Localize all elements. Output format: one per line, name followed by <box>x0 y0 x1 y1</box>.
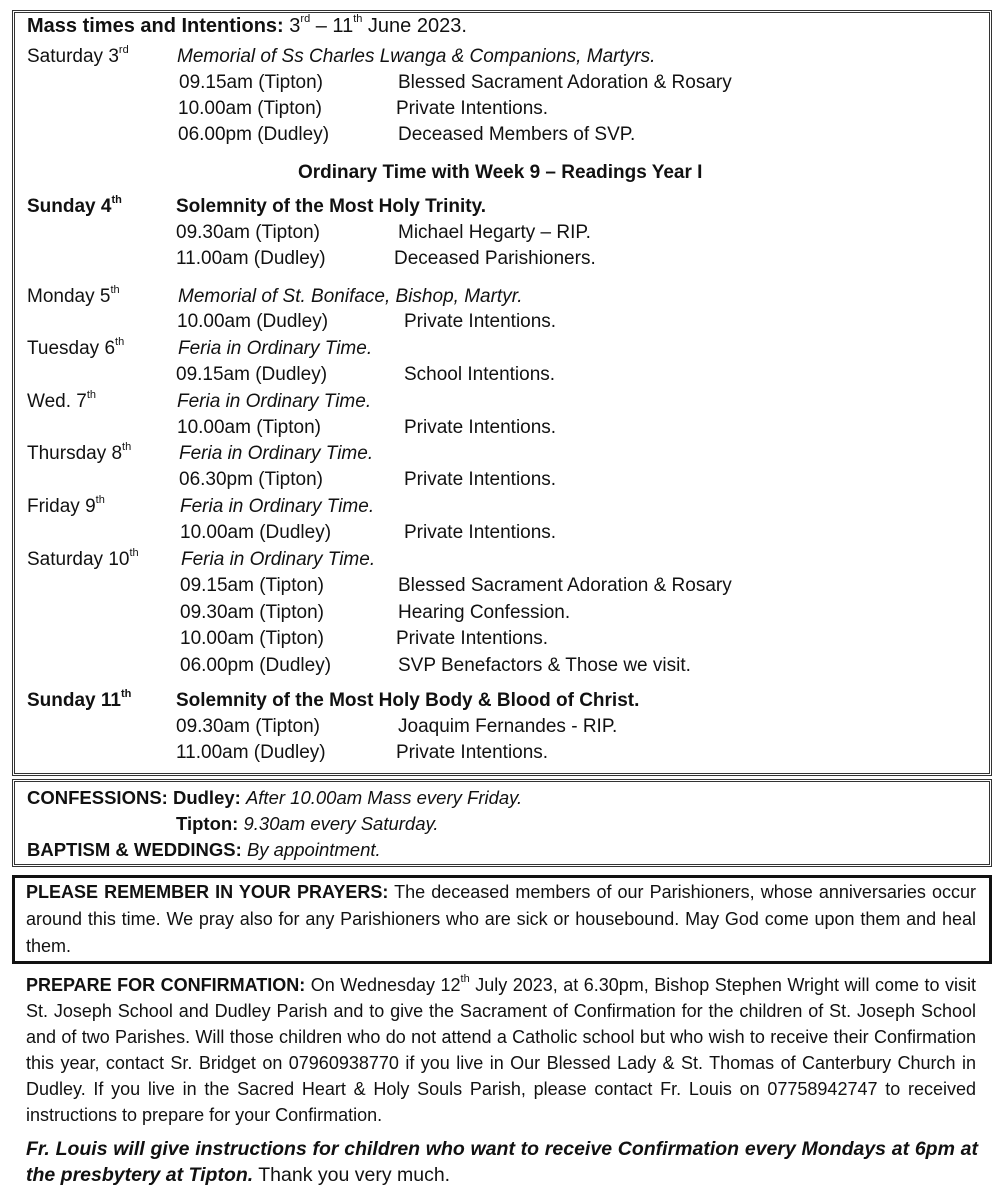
mass-intention: School Intentions. <box>404 364 556 385</box>
mass-intention: Private Intentions. <box>404 311 557 332</box>
baptism-weddings: BAPTISM & WEDDINGS: By appointment. <box>27 839 381 860</box>
feast-label: Feria in Ordinary Time. <box>178 338 373 359</box>
mass-time: 09.15am (Dudley) <box>176 364 328 385</box>
feast-label: Memorial of Ss Charles Lwanga & Companions, Martyrs. <box>177 46 656 67</box>
day-label: Saturday 10th <box>27 546 139 570</box>
confirmation-emphasis: Fr. Louis will give instructions for children who want to receive Confirmation every Mondays at 6pm at the presbytery at Tipton. Thank you very much. <box>26 1138 978 1186</box>
mass-intention: Private Intentions. <box>396 98 549 119</box>
mass-intention: Private Intentions. <box>396 628 549 649</box>
mass-time: 10.00am (Dudley) <box>177 311 329 332</box>
feast-label: Feria in Ordinary Time. <box>180 496 375 517</box>
mass-time: 09.30am (Tipton) <box>180 602 324 623</box>
mass-intention: Blessed Sacrament Adoration & Rosary <box>398 72 732 93</box>
day-label: Sunday 4th <box>27 193 122 217</box>
mass-time: 06.30pm (Tipton) <box>179 469 323 490</box>
mass-time: 09.15am (Tipton) <box>180 575 324 596</box>
mass-intention: Private Intentions. <box>404 469 557 490</box>
feast-label: Feria in Ordinary Time. <box>179 443 374 464</box>
mass-intention: Joaquim Fernandes - RIP. <box>398 716 618 737</box>
day-label: Wed. 7th <box>27 388 97 412</box>
mass-time: 10.00am (Dudley) <box>180 522 332 543</box>
mass-time: 11.00am (Dudley) <box>176 742 326 763</box>
confessions-dudley: CONFESSIONS: Dudley: After 10.00am Mass every Friday. <box>27 787 523 808</box>
feast-label: Feria in Ordinary Time. <box>177 391 372 412</box>
confirmation-paragraph: PREPARE FOR CONFIRMATION: On Wednesday 12th July 2023, at 6.30pm, Bishop Stephen Wright will come to visit St. Joseph School and Dudley Parish and to give the Sacrament of Confirmation for the children of St. Joseph School and of two Parishes. Will those children who do not attend a Catholic school but who wish to receive their Confirmation this year, contact Sr. Bridget on 07960938770 if you live in Our Blessed Lady & St. Thomas of Canterbury Church in Dudley. If you live in the Sacred Heart & Holy Souls Parish, please contact Fr. Louis on 07758942747 to received instructions to prepare for your Confirmation. <box>26 973 976 1125</box>
mass-time: 11.00am (Dudley) <box>176 248 326 269</box>
mass-intention: SVP Benefactors & Those we visit. <box>398 655 691 676</box>
feast-label: Solemnity of the Most Holy Trinity. <box>176 196 487 217</box>
confessions-tipton: Tipton: 9.30am every Saturday. <box>176 813 439 834</box>
day-label: Monday 5th <box>27 283 120 307</box>
feast-label: Solemnity of the Most Holy Body & Blood of Christ. <box>176 690 640 711</box>
day-label: Sunday 11th <box>27 687 132 711</box>
mass-time: 06.00pm (Dudley) <box>178 124 330 145</box>
mass-time: 09.30am (Tipton) <box>176 222 320 243</box>
mass-heading: Mass times and Intentions: 3rd – 11th June 2023. <box>27 13 467 37</box>
day-label: Friday 9th <box>27 493 105 517</box>
mass-time: 09.30am (Tipton) <box>176 716 320 737</box>
mass-intention: Deceased Members of SVP. <box>398 124 636 145</box>
mass-time: 09.15am (Tipton) <box>179 72 323 93</box>
feast-label: Memorial of St. Boniface, Bishop, Martyr. <box>178 286 523 307</box>
mass-intention: Private Intentions. <box>396 742 549 763</box>
feast-label: Feria in Ordinary Time. <box>181 549 376 570</box>
mass-time: 10.00am (Tipton) <box>180 628 324 649</box>
mass-intention: Blessed Sacrament Adoration & Rosary <box>398 575 732 596</box>
mass-time: 10.00am (Tipton) <box>177 417 321 438</box>
mass-intention: Private Intentions. <box>404 417 557 438</box>
prayers-paragraph: PLEASE REMEMBER IN YOUR PRAYERS: The deceased members of our Parishioners, whose anniversaries occur around this time. We pray also for any Parishioners who are sick or housebound. May God come upon them and heal them. <box>26 882 976 956</box>
mass-intention: Hearing Confession. <box>398 602 571 623</box>
weeks-title: Ordinary Time with Week 9 – Readings Year I <box>298 162 703 183</box>
mass-time: 10.00am (Tipton) <box>178 98 322 119</box>
mass-intention: Private Intentions. <box>404 522 557 543</box>
mass-time: 06.00pm (Dudley) <box>180 655 332 676</box>
day-label: Tuesday 6th <box>27 335 125 359</box>
mass-intention: Michael Hegarty – RIP. <box>398 222 591 243</box>
day-label: Saturday 3rd <box>27 43 129 67</box>
mass-intention: Deceased Parishioners. <box>394 248 596 269</box>
day-label: Thursday 8th <box>27 440 132 464</box>
